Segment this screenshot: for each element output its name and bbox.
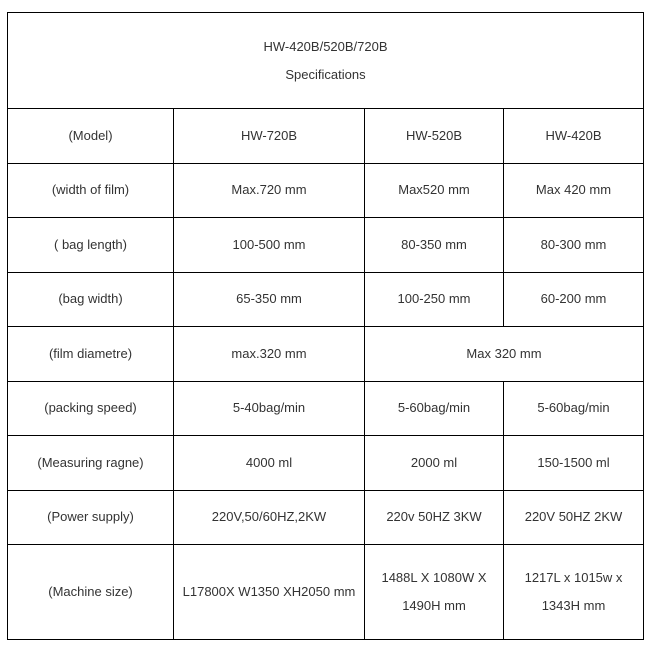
cell-hw720b: HW-720B: [174, 109, 365, 164]
cell-hw720b: max.320 mm: [174, 327, 365, 382]
cell-hw720b: 65-350 mm: [174, 272, 365, 327]
cell-hw720b: L17800X W1350 XH2050 mm: [174, 545, 365, 640]
table-row-measuring-range: [8, 436, 644, 491]
cell-hw520b: 100-250 mm: [365, 272, 504, 327]
cell-hw520b: 5-60bag/min: [365, 381, 504, 436]
table-title: HW-420B/520B/720B: [263, 38, 388, 54]
cell-hw420b: 60-200 mm: [504, 272, 644, 327]
cell-hw520b: 220v 50HZ 3KW: [365, 490, 504, 545]
cell-hw520b: 80-350 mm: [365, 218, 504, 273]
cell-hw420b: Max 420 mm: [504, 163, 644, 218]
table-subtitle: Specifications: [285, 66, 366, 82]
cell-hw520b: Max520 mm: [365, 163, 504, 218]
cell-hw420b: 5-60bag/min: [504, 381, 644, 436]
cell-hw520b: HW-520B: [365, 109, 504, 164]
table-row-bag-length: [8, 218, 644, 273]
table-row-machine-size: [8, 545, 644, 640]
cell-hw420b: 80-300 mm: [504, 218, 644, 273]
table-row-model: [8, 109, 644, 164]
row-label: (width of film): [8, 163, 174, 218]
table-row-film-width: [8, 163, 644, 218]
table-row-power-supply: [8, 490, 644, 545]
cell-hw720b: Max.720 mm: [174, 163, 365, 218]
cell-hw720b: 5-40bag/min: [174, 381, 365, 436]
cell-hw720b: 4000 ml: [174, 436, 365, 491]
specifications-table: [7, 12, 644, 640]
cell-hw520b-hw420b: Max 320 mm: [365, 327, 644, 382]
row-label: (Measuring ragne): [8, 436, 174, 491]
cell-hw720b: 100-500 mm: [174, 218, 365, 273]
cell-hw720b: 220V,50/60HZ,2KW: [174, 490, 365, 545]
cell-hw420b: HW-420B: [504, 109, 644, 164]
row-label: ( bag length): [8, 218, 174, 273]
table-row-film-diametre: [8, 327, 644, 382]
cell-hw420b: 1217L x 1015w x 1343H mm: [504, 545, 644, 640]
cell-hw420b: 220V 50HZ 2KW: [504, 490, 644, 545]
row-label: (bag width): [8, 272, 174, 327]
row-label: (packing speed): [8, 381, 174, 436]
cell-hw520b: 1488L X 1080W X 1490H mm: [365, 545, 504, 640]
row-label: (Machine size): [8, 545, 174, 640]
cell-hw420b: 150-1500 ml: [504, 436, 644, 491]
cell-hw520b: 2000 ml: [365, 436, 504, 491]
table-row-bag-width: [8, 272, 644, 327]
row-label: (film diametre): [8, 327, 174, 382]
row-label: (Power supply): [8, 490, 174, 545]
table-row-packing-speed: [8, 381, 644, 436]
title-row: [8, 13, 644, 109]
row-label: (Model): [8, 109, 174, 164]
table-title-cell: [8, 13, 644, 109]
